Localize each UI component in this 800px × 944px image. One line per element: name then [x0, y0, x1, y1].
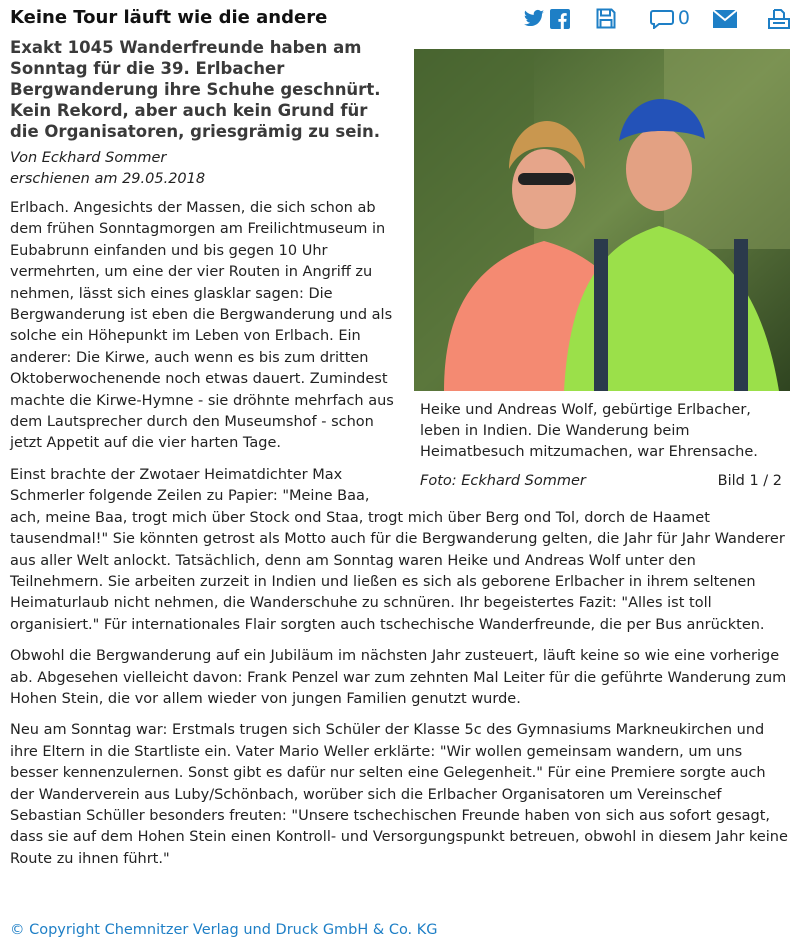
comment-button[interactable] — [650, 9, 690, 29]
article-header — [8, 0, 792, 40]
author-line: Von Eckhard Sommer — [10, 150, 167, 166]
twitter-icon[interactable] — [523, 9, 545, 29]
article-lead: Exakt 1045 Wanderfreunde haben am Sonntag für die 39. Erlbacher Bergwanderung ihre Schuhe geschnürt. Kein Rekord, aber auch kein Grund für die Organisatoren, griesgrämig zu sein. — [10, 38, 381, 141]
article-page — [8, 0, 792, 938]
body-paragraph: Erlbach. Angesichts der Massen, die sich schon ab dem frühen Sonntagmorgen am Freilichtmuseum in Eubabrunn einfanden und bis gegen 10 Uhr vermehrten, um eine der vier Routen in Angriff zu nehmen, lässt sich eines glasklar sagen: Die Bergwanderung ist eben die Bergwanderung und als solche ein Höhepunkt im Leben von Erlbach. Ein anderer: Die Kirwe, auch wenn es bis zum dritten Oktoberwochenende noch etwas dauert. Zumindest machte die Kirwe-Hymne - sie dröhnte mehrfach aus dem Lautsprecher durch den Museumshof - schon jetzt Appetit auf die vier harten Tage. — [10, 200, 394, 452]
headline: Keine Tour läuft wie die andere — [10, 7, 328, 28]
print-icon[interactable] — [768, 9, 790, 29]
comment-count: 0 — [677, 7, 690, 29]
comment-icon — [650, 9, 674, 29]
copyright-link[interactable]: © Copyright Chemnitzer Verlag und Druck GmbH & Co. KG — [10, 922, 438, 938]
facebook-icon[interactable] — [550, 9, 570, 29]
photo-credit: Foto: Eckhard Sommer — [420, 473, 586, 489]
save-icon[interactable] — [596, 8, 616, 29]
figure-caption: Heike und Andreas Wolf, gebürtige Erlbacher, leben in Indien. Die Wanderung beim Heimatbesuch mitzumachen, war Ehrensache. — [420, 402, 758, 460]
article-body — [10, 198, 792, 880]
body-paragraph: Einst brachte der Zwotaer Heimatdichter Max Schmerler folgende Zeilen zu Papier: "Meine Baa, ach, meine Baa, trogt mich über Stock ond Staa, trogt mich über Berg ond Tol, dorch de Haamet tausendmal!" Sie könnten getrost als Motto auch für die Bergwanderung gelten, die Jahr für Jahr Wanderer aus aller Welt anlockt. Tatsächlich, denn am Sonntag waren Heike und Andreas Wolf unter den Teilnehmern. Sie arbeiten zurzeit in Indien und ließen es sich als geborene Erlbacher in ihrem seltenen Heimaturlaub nicht nehmen, die Wanderschuhe zu schnüren. Ihr begeistertes Fazit: "Alles ist toll organisiert." Für internationales Flair sorgten auch tschechische Wanderfreunde, die per Bus anrückten. — [10, 466, 785, 633]
body-paragraph: Neu am Sonntag war: Erstmals trugen sich Schüler der Klasse 5c des Gymnasiums Markneukirchen und ihre Eltern in die Startliste ein. Vater Mario Weller erklärte: "Wir wollen gemeinsam wandern, um uns besser kennenzulernen. Sonst gibt es dafür nur selten eine Gelegenheit." Für eine Premiere sorgte auch der Wanderverein aus Luby/Schönbach, worüber sich die Erlbacher Organisatoren um Vereinschef Sebastian Schüller besonders freuten: "Unsere tschechischen Freunde haben von sich aus sofort gesagt, dass sie auf dem Hohen Stein einen Kontroll- und Versorgungspunkt betreuen, obwohl in diesem Jahr keine Route zu ihnen führt." — [10, 722, 788, 867]
mail-icon[interactable] — [712, 9, 738, 29]
date-line: erschienen am 29.05.2018 — [10, 171, 206, 187]
image-pager[interactable]: Bild 1 / 2 — [717, 473, 782, 489]
figure-float-spacer — [394, 198, 792, 498]
body-paragraph: Obwohl die Bergwanderung auf ein Jubiläum im nächsten Jahr zusteuert, läuft keine so wie eine vorherige ab. Abgesehen vielleicht davon: Frank Penzel war zum zehnten Mal Leiter für die geführte Wanderung zum Hohen Stein, die vor allem wieder von jungen Familien genutzt wurde. — [10, 648, 787, 707]
byline — [10, 148, 205, 190]
share-toolbar — [523, 8, 790, 29]
